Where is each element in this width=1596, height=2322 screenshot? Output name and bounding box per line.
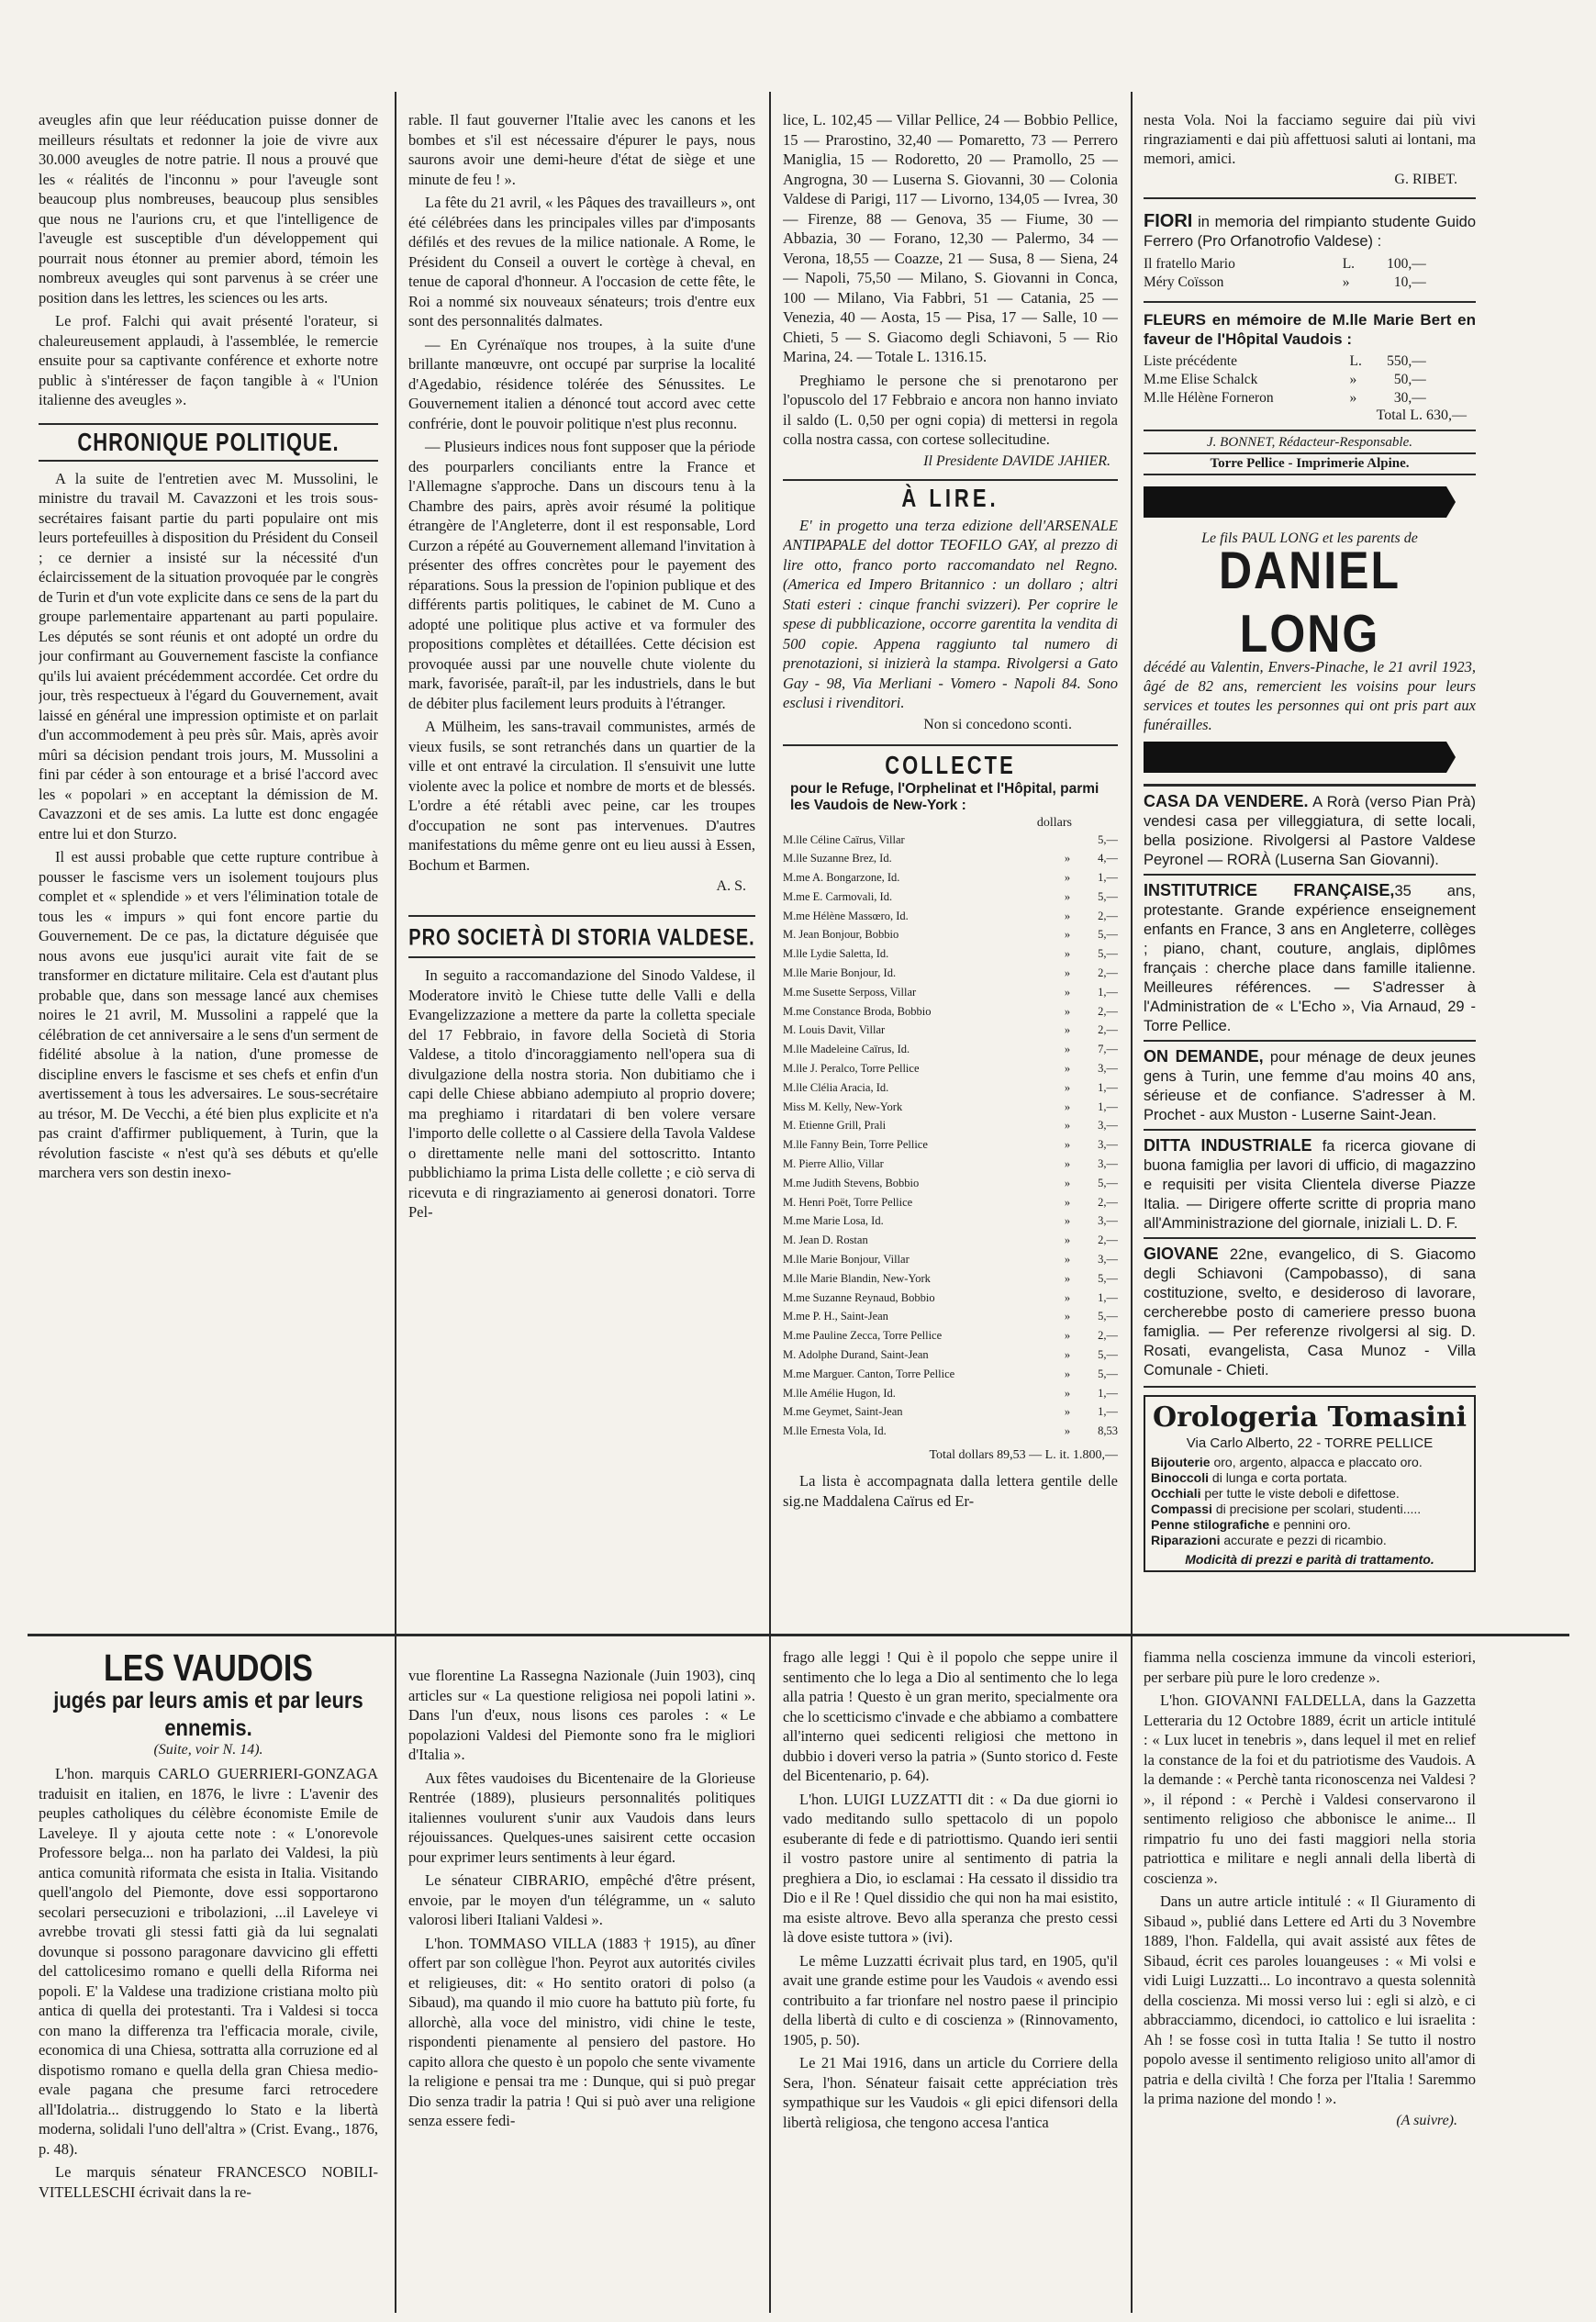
long-name: DANIEL LONG — [1218, 541, 1401, 664]
paragraph: L'hon. TOMMASO VILLA (1883 † 1915), au dîner offert par son collègue l'hon. Peyrot aux autorités civiles et religieuses, dit: « Ho sentito oratori di polso (a Sibaud), ma quando il mio cuore ha battuto più forte, fu allorchè, alla voce del ministro, vidi chine le teste, rispondenti pienamente al pensiero del pastore. Ho capito allora che questo è un popolo che sente vivamente la religione e pensai tra me : Dunque, qui si può pregar Dio senza tradir la patria ! Qui si può aver una religione senza essere fedi- — [408, 1934, 755, 2129]
donation-row — [783, 1059, 1118, 1078]
ditto-mark: L. — [1342, 256, 1356, 272]
amount: 7,— — [1098, 1043, 1118, 1056]
amount: 2,— — [1098, 966, 1118, 980]
donor-name: M. Jean D. Rostan — [783, 1234, 868, 1247]
donor-name: M.me A. Bongarzone, Id. — [783, 871, 900, 885]
amount: 1,— — [1098, 871, 1118, 885]
ditto-mark: » — [1064, 1290, 1071, 1304]
ditto-mark: » — [1064, 1100, 1071, 1113]
donor-name: M.me P. H., Saint-Jean — [783, 1310, 888, 1323]
collecte-subtitle: pour le Refuge, l'Orphelinat et l'Hôpital, parmi les Vaudois de New-York : — [790, 780, 1099, 813]
donation-row — [783, 1269, 1118, 1289]
paragraph: Aux fêtes vaudoises du Bicentenaire de la Glorieuse Rentrée (1889), plusieurs personnalités politiques italiennes voulurent s'unir aux Vaudois dans leurs réjouissances. Quelques-unes saisirent cette occasion pour exprimer leurs sentiments à leur égard. — [408, 1769, 755, 1866]
ditto-mark: » — [1064, 928, 1071, 942]
donor-name: M.lle Lydie Saletta, Id. — [783, 947, 889, 961]
ditto-mark: » — [1064, 985, 1071, 999]
paragraph: Il est aussi probable que cette rupture contribue à pousser le fascisme vers un isolement toujours plus complet et « splendide » et vers l'élimination totale de tous les « impurs » qui font encore partie du Gouvernement. De ce pas, la dictature déguisée que nous avons eue jusqu'ici aurait vite fait de se transformer en dictature militaire. Cela est d'autant plus probable que, dans son message lancé aux chemises noires le 21 avril, M. Mussolini a rappelé que la célébration de cet anniversaire a le sens d'un serment de fidélité absolue à la nation, d'une promesse de discipline envers le fascisme et ses chefs et enfin d'un avertissement à tous les adversaires. Le sous-secrétaire au trésor, M. De Vecchi, a été bien plus explicite et n'a pas craint d'affirmer publiquement, à Turin, que la révolution fasciste « n'est qu'à ses débuts et qu'elle marchera vers son destin inexo- — [39, 848, 378, 1181]
note: Non si concedono sconti. — [923, 716, 1072, 732]
ditto-mark: » — [1064, 1195, 1071, 1209]
amount: 5,— — [1098, 947, 1118, 961]
donor-name: Miss M. Kelly, New-York — [783, 1100, 903, 1113]
item-key: Binoccoli — [1151, 1470, 1210, 1485]
amount: 2,— — [1098, 1234, 1118, 1247]
donation-row — [1144, 255, 1426, 274]
divider — [1144, 1040, 1476, 1042]
ditto-mark: » — [1064, 1348, 1071, 1362]
paragraph: Preghiamo le persone che si prenotarono per l'opuscolo del 17 Febbraio e ancora non hanno inviato il saldo (L. 0,50 per ogni copia) di mettersi in regola colla nostra cassa, con cortese sollecitudine. — [783, 371, 1118, 448]
amount: 10,— — [1393, 274, 1426, 290]
casa-text: A Rorà (verso Pian Prà) vendesi casa per villeggiatura, di sette locali, bella posizione. Rivolgersi al Pastore Valdese Peyronel — RORÀ (Luserna San Giovanni). — [1144, 794, 1476, 868]
divider — [1144, 784, 1476, 787]
donor-name: M. Etienne Grill, Prali — [783, 1119, 887, 1133]
ditto-mark: » — [1064, 1023, 1071, 1037]
divider — [39, 423, 378, 425]
divider — [1144, 1237, 1476, 1239]
donation-row — [783, 1231, 1118, 1250]
paragraph: A Mülheim, les sans-travail communistes, armés de vieux fusils, se sont retranchés dans un quartier de la ville et ont entravé la circulation. Il s'ensuivit une lutte violente avec la police et nombre de morts et de blessés. L'ordre a été rétabli avec peine, car les troupes d'occupation ne sont pas intervenues. D'autres manifestations du même genre ont eu lieu aussi à Essen, Bochum et Barmen. — [408, 718, 755, 874]
amount: 5,— — [1098, 1176, 1118, 1189]
amount: 1,— — [1098, 1080, 1118, 1094]
paragraph: aveugles afin que leur rééducation puisse donner de meilleurs résultats et redonner la joie de vivre aux 30.000 aveugles de notre patrie. Il nous a prouvé que les « réalités de l'inconnu » pour l'aveugle sont beaucoup plus nombreuses, beaucoup plus sensibles que nous ne l'aurions cru, et que l'intelligence de l'aveugle est susceptible d'un développement qui pourrait nous étonner au premier abord, témoin les nombreux aveugles qui sont parvenus à se créer une position dans les lettres, les sciences ou les arts. — [39, 111, 378, 307]
donation-row — [1144, 274, 1426, 292]
ditto-mark: » — [1064, 1271, 1071, 1285]
amount: 5,— — [1098, 889, 1118, 903]
donation-row — [783, 1155, 1118, 1174]
donor-name: M.lle Marie Bonjour, Id. — [783, 966, 897, 980]
donor-name: M. Adolphe Durand, Saint-Jean — [783, 1348, 929, 1362]
casa-head: CASA DA VENDERE. — [1144, 792, 1309, 810]
donation-row — [783, 1211, 1118, 1231]
ditto-mark: L. — [1349, 353, 1362, 369]
item-key: Penne stilografiche — [1151, 1517, 1270, 1532]
paragraph: L'hon. marquis CARLO GUERRIERI-GONZAGA traduisit en italien, en 1876, le livre : L'avenir des peuples catholiques du célèbre économiste Emile de Laveleye. Il y ajouta cette note : « L'onorevole Professore belga... non ha parlato dei Valdesi, la più antica comunità riformata che esista in Italia. Visitando quell'angolo del Piemonte, dove essi sopportarono secolari persecuzioni e tribolazioni, ...il Laveleye vi avrebbe trovati gli stessi fatti già da lui segnalati dovunque si possono paragonare davvicino gli effetti del cattolicesimo romano e quelli della Riforma nei popoli. E' la Valdese una tradizione cristiana molto più antica di quella dei protestanti. Tra i Valdesi si tocca con mano la differenza tra l'efficacia morale, civile, economica di una Chiesa, sottratta alla corruzione ed al dispotismo romano e quella della gran Chiesa medio-evale pagana che presume farci retrocedere all'Idolatria... distruggendo lo Stato e la libertà moderna, solidali l'uno dell'altra » (Crist. Evang., 1876, p. 48). — [39, 1765, 378, 2158]
divider — [39, 460, 378, 462]
orologeria-ad — [1144, 1395, 1476, 1572]
orologeria-list — [1151, 1455, 1468, 1548]
paragraph: Le sénateur CIBRARIO, empêché d'être présent, envoie, par le moyen d'un télégramme, un « saluto valorosi liberi Italiani Valdesi ». — [408, 1871, 755, 1928]
amount: 550,— — [1387, 353, 1426, 369]
divider — [1144, 1129, 1476, 1131]
donation-row — [783, 1307, 1118, 1326]
amount: 2,— — [1098, 909, 1118, 922]
section-title-storia-valdese: PRO SOCIETÀ DI STORIA VALDESE. — [408, 925, 755, 951]
collecte-unit: dollars — [1036, 815, 1072, 830]
amount: 8,53 — [1098, 1424, 1118, 1438]
fiori-table — [1144, 255, 1426, 292]
amount: 50,— — [1393, 372, 1426, 387]
paragraph: Le même Luzzatti écrivait plus tard, en 1905, qu'il avait une grande estime pour les Vaudois « avendo essi contribuito a far trionfare nel nostro paese il principio della libertà di culto e di coscienza » (Rinnovamento, 1905, p. 50). — [783, 1951, 1118, 2048]
fiori-head: FIORI — [1144, 211, 1193, 231]
ditto-mark: » — [1064, 1043, 1071, 1056]
orologeria-item — [1151, 1533, 1468, 1548]
orologeria-item — [1151, 1470, 1468, 1486]
donation-row — [783, 1174, 1118, 1193]
amount: 5,— — [1098, 1348, 1118, 1362]
donation-row — [783, 907, 1118, 926]
signature: G. RIBET. — [1394, 172, 1457, 187]
amount: 100,— — [1387, 256, 1426, 272]
orologeria-footer: Modicità di prezzi e parità di trattamento. — [1185, 1552, 1434, 1567]
demande-ad — [1144, 1047, 1476, 1125]
donor-name: M.me Pauline Zecca, Torre Pellice — [783, 1329, 943, 1343]
column-4 — [1144, 110, 1476, 1629]
section-title-a-lire: À LIRE. — [901, 483, 999, 512]
paragraph: — En Cyrénaïque nos troupes, à la suite d'une brillante manœuvre, ont occupé par surprise la localité d'Agedabio, résidence tolérée des Sénussites. Le Gouvernement italien a dénoncé tout accord avec cette confrérie, dont le pouvoir politique n'est plus reconnu. — [408, 335, 755, 432]
amount: 2,— — [1098, 1004, 1118, 1018]
orologeria-item — [1151, 1486, 1468, 1501]
donation-row — [783, 925, 1118, 944]
amount: 5,— — [1098, 928, 1118, 942]
donor-name: M. Pierre Allio, Villar — [783, 1157, 884, 1171]
mourning-bar — [1144, 742, 1446, 773]
donor-name: M.me Marie Losa, Id. — [783, 1214, 884, 1228]
long-text: décédé au Valentin, Envers-Pinache, le 21 avril 1923, âgé de 82 ans, remercient les voisins pour leurs services et toutes les personnes qui ont pris part aux funérailles. — [1144, 658, 1476, 733]
paragraph: lice, L. 102,45 — Villar Pellice, 24 — Bobbio Pellice, 15 — Prarostino, 32,40 — Pomaretto, 73 — Perrero Maniglia, 15 — Rodoretto, 20 — Pramollo, 25 — Angrogna, 30 — Luserna S. Giovanni, 30 — Colonia Valdese di Parigi, 117 — Livorno, 134,05 — Ivrea, 30 — Firenze, 88 — Genova, 35 — Fiume, 30 — Abbazia, 30 — Forano, 12,30 — Palermo, 34 — Verona, 18,55 — Coazze, 21 — Susa, 8 — Siena, 24 — Napoli, 75,50 — Milano, S. Giovanni in Conca, 100 — Milano, Via Fabbri, 51 — Catania, 25 — Venezia, 40 — Aosta, 15 — Pisa, 17 — Salle, 10 — Chieti, 5 — S. Giacomo degli Schiavoni, 5 — Rio Marina, 24. — Totale L. 1316.15. — [783, 111, 1118, 365]
amount: 5,— — [1098, 1367, 1118, 1380]
paragraph: Le prof. Falchi qui avait présenté l'orateur, si chaleureusement applaudi, à l'assemblée, le remercie ensuite pour sa captivante conférence et exhorte notre public à s'intéresser de façon tangible à « l'Union italienne des aveugles ». — [39, 312, 378, 408]
donor-name: M.me Judith Stevens, Bobbio — [783, 1176, 920, 1189]
ditto-mark: » — [1064, 909, 1071, 922]
paragraph: Dans un autre article intitulé : « Il Giuramento di Sibaud », publié dans Lettere ed Arti du 3 Novembre 1889, l'hon. Faldella, qui avait assisté aux fêtes de Sibaud, écrit ces paroles louangeuses : « Mi volsi e vidi Luigi Luzzatti... Lo incontravo a questa solennità della coscienza. Mi mossi verso lui : egli si alzò, e ci abbracciammo, dicendoci, io cattolico e lui israelita : Ah ! se fosse così in tutta Italia ! Se tutto il nostro popolo avesse il sentimento religioso unito all'amor di patria e della civiltà ! Che forza per l'Italia ! Saremmo la prima nazione del mondo ! ». — [1144, 1892, 1476, 2107]
amount: 3,— — [1098, 1214, 1118, 1228]
orologeria-address: Via Carlo Alberto, 22 - TORRE PELLICE — [1186, 1435, 1434, 1451]
ditto-mark: » — [1349, 390, 1357, 406]
donation-row — [783, 1289, 1118, 1308]
donation-row — [783, 1078, 1118, 1098]
item-key: Riparazioni — [1151, 1533, 1221, 1547]
donation-row — [783, 887, 1118, 907]
long-intro: Le fils PAUL LONG et les parents de — [1201, 530, 1418, 546]
editor-line: J. BONNET, Rédacteur-Responsable. — [1207, 435, 1412, 450]
item-value: e pennini oro. — [1273, 1517, 1351, 1532]
paragraph: L'hon. LUIGI LUZZATTI dit : « Da due giorni io vado meditando sullo spettacolo di un popolo esuberante di fede e di patriottismo. Quando ieri sentii il vostro pastore unire al sentimento di patria la preghiera a Dio, io esclamai : Ha cessato il dissidio tra Dio e il Re ! Quel dissidio che qui non ha mai esistito, ma esiste altrove. Bevo alla speranza che presto cessi là dove esiste tuttora » (ivi). — [783, 1790, 1118, 1946]
donor-name: M.me Susette Serposs, Villar — [783, 985, 917, 999]
donor-name: M.me Constance Broda, Bobbio — [783, 1004, 932, 1018]
suite-note: (A suivre). — [1396, 2112, 1457, 2128]
donation-row — [783, 1002, 1118, 1021]
ditto-mark: » — [1342, 274, 1350, 290]
paragraph: Le marquis sénateur FRANCESCO NOBILI-VITELLESCHI écrivait dans la re- — [39, 2163, 378, 2201]
paragraph: Le 21 Mai 1916, dans un article du Corriere della Sera, l'hon. Sénateur faisait cette appréciation très sympathique sur les Vaudois « gli epici difensori della libertà religiosa, che tengono accesa l'antica — [783, 2054, 1118, 2131]
divider — [1144, 452, 1476, 454]
giov-head: GIOVANE — [1144, 1245, 1219, 1263]
donation-row — [783, 1422, 1118, 1441]
ditto-mark: » — [1064, 1214, 1071, 1228]
donation-row — [783, 849, 1118, 868]
donation-row — [783, 1135, 1118, 1155]
donor-name: M.me Elise Schalck — [1144, 372, 1258, 387]
donation-row — [783, 1040, 1118, 1059]
donation-row — [783, 983, 1118, 1002]
paragraph: — Plusieurs indices nous font supposer que la période des pourparlers conciliants entre la France et l'Allemagne s'approche. Dans un discours tenu à la Chambre des pairs, après avoir résumé la politique étrangère de l'Angleterre, dont il est responsable, Lord Curzon a répété au Gouvernement allemand l'invitation à présenter des offres concrètes pour le payement des réparations. Sous la pression de l'opinion publique et des différents partis politiques, le cabinet de M. Cuno a adopté une politique plus active et va formuler des propositions complètes et détaillées. Cette décision est provoquée aussi par une nouvelle chute violente du mark, favorisée, paraît-il, par les industriels, dans le but de débiter plus facilement leurs produits à l'étranger. — [408, 438, 755, 712]
signature: Il Presidente DAVIDE JAHIER. — [923, 452, 1111, 469]
paragraph: rable. Il faut gouverner l'Italie avec les canons et les bombes et s'il est nécessaire d'épurer le pays, nous saurons avoir une demi-heure d'état de siège et une minute de feu ! ». — [408, 111, 755, 188]
ditto-mark: » — [1064, 1234, 1071, 1247]
donor-name: M. Louis Davit, Villar — [783, 1023, 886, 1037]
divider — [408, 915, 755, 917]
donation-row — [783, 1384, 1118, 1403]
donor-name: Liste précédente — [1144, 353, 1237, 369]
paragraph: E' in progetto una terza edizione dell'ARSENALE ANTIPAPALE del dottor TEOFILO GAY, al prezzo di lire otto, franco porto raccomandato nel Regno. (America ed Impero Britannico : un dollaro ; altri Stati esteri : cinque franchi svizzeri). Per coprire le spese di pubblicazione, occorre garentita la vendita di 500 copie. Appena raggiunto tal numero di prenotazioni, si inizierà la stampa. Rivolgersi a Gato Gay - 98, Via Merliani - Vomero - Napoli 84. Sono esclusi i rivenditori. — [783, 516, 1118, 711]
donor-name: M.lle Ernesta Vola, Id. — [783, 1424, 887, 1438]
ditta-head: DITTA INDUSTRIALE — [1144, 1136, 1312, 1155]
donation-row — [783, 1326, 1118, 1345]
item-key: Compassi — [1151, 1501, 1212, 1516]
ditto-mark: » — [1064, 1424, 1071, 1438]
paragraph: fiamma nella coscienza immune da vincoli esteriori, per serbare più pure le loro credenze ». — [1144, 1648, 1476, 1686]
column-rule — [769, 92, 771, 2313]
ditto-mark: » — [1064, 1004, 1071, 1018]
column-rule — [1131, 92, 1133, 2313]
amount: 3,— — [1098, 1138, 1118, 1152]
section-title-collecte: COLLECTE — [885, 750, 1016, 779]
amount: 3,— — [1098, 1253, 1118, 1267]
amount: 1,— — [1098, 985, 1118, 999]
amount: 2,— — [1098, 1023, 1118, 1037]
section-title-chronique: CHRONIQUE POLITIQUE. — [77, 427, 340, 456]
donor-name: M.lle Fanny Bein, Torre Pellice — [783, 1138, 928, 1152]
giovane-ad — [1144, 1245, 1476, 1380]
paragraph: vue florentine La Rassegna Nazionale (Juin 1903), cinq articles sur « La questione religiosa nei popoli latini ». Dans l'un d'eux, nous lisons ces paroles : « Le popolazioni Valdesi del Piemonte sono fra le migliori d'Italia ». — [408, 1667, 755, 1763]
amount: 4,— — [1098, 852, 1118, 865]
divider — [1144, 1386, 1476, 1388]
donor-name: M.lle Suzanne Brez, Id. — [783, 852, 892, 865]
donation-row — [783, 1116, 1118, 1135]
column-4-bottom — [1144, 1647, 1476, 2308]
donation-row — [783, 1021, 1118, 1040]
amount: 2,— — [1098, 1195, 1118, 1209]
section-subtitle: jugés par leurs amis et par leurs ennemis. — [53, 1687, 363, 1741]
ditto-mark — [1054, 831, 1081, 850]
donor-name: M.me Hélène Massœro, Id. — [783, 909, 909, 922]
amount: 1,— — [1098, 1386, 1118, 1400]
donation-row — [783, 964, 1118, 983]
divider — [1144, 874, 1476, 876]
donor-name: M.me Geymet, Saint-Jean — [783, 1405, 903, 1419]
donation-row — [783, 868, 1118, 887]
amount: 3,— — [1098, 1062, 1118, 1076]
ditto-mark: » — [1064, 1080, 1071, 1094]
donation-row — [783, 1345, 1118, 1365]
inst-head: INSTITUTRICE FRANÇAISE, — [1144, 881, 1395, 899]
item-key: Occhiali — [1151, 1486, 1201, 1501]
item-value: di lunga e corta portata. — [1211, 1470, 1348, 1485]
paragraph: L'hon. GIOVANNI FALDELLA, dans la Gazzetta Letteraria du 12 Octobre 1889, écrit un article intitulé : « Lux lucet in tenebris », dans lequel il met en relief la constance de la foi et du patriotisme des Vaudois. A la demande : « Perchè tanta riconoscenza nei Valdesi ? », il répond : « Perchè i Valdesi conservarono il sentimento religioso che abbonisce le anime... Il rimpatrio fu uno dei fasti maggiori nella storia patriottica e militare e negli annali della libertà di coscienza ». — [1144, 1691, 1476, 1887]
divider — [1144, 197, 1476, 199]
casa-ad — [1144, 792, 1476, 870]
mourning-bar — [1144, 486, 1446, 518]
column-rule — [395, 92, 396, 2313]
ditto-mark: » — [1064, 1176, 1071, 1189]
column-2-bottom — [408, 1666, 755, 2308]
ditto-mark: » — [1064, 889, 1071, 903]
section-title-vaudois: LES VAUDOIS — [104, 1647, 313, 1690]
ditto-mark: » — [1064, 1119, 1071, 1133]
ditto-mark: » — [1064, 1062, 1071, 1076]
ditto-mark: » — [1064, 1405, 1071, 1419]
ditto-mark: » — [1064, 852, 1071, 865]
ditto-mark: » — [1064, 1367, 1071, 1380]
collecte-total: Total dollars 89,53 — L. it. 1.800,— — [929, 1448, 1118, 1462]
donation-row — [783, 1098, 1118, 1117]
column-1 — [39, 110, 378, 1629]
orologeria-title: Orologeria Tomasini — [1152, 1401, 1468, 1434]
ditta-ad — [1144, 1136, 1476, 1234]
ditto-mark: » — [1064, 1310, 1071, 1323]
ditta-text: fa ricerca giovane di buona famiglia per lavori di ufficio, di magazzino e requisiti per visita Clientela diverse Piazze Italia. — Dirigere offerte scritte di propria mano all'Amministrazione del giornale, iniziali L. D. F. — [1144, 1138, 1476, 1232]
ditto-mark: » — [1064, 1138, 1071, 1152]
fleurs-head: FLEURS en mémoire de M.lle Marie Bert en faveur de l'Hôpital Vaudois : — [1144, 311, 1476, 348]
donor-name: M.lle Marie Blandin, New-York — [783, 1271, 931, 1285]
item-value: per tutte le viste deboli e difettose. — [1204, 1486, 1400, 1501]
ditto-mark: » — [1064, 1157, 1071, 1171]
orologeria-item — [1151, 1455, 1468, 1470]
paragraph: La lista è accompagnata dalla lettera gentile delle sig.ne Maddalena Caïrus ed Er- — [783, 1472, 1118, 1510]
donation-row — [783, 1193, 1118, 1212]
column-2 — [408, 110, 755, 1629]
amount: 1,— — [1098, 1100, 1118, 1113]
divider — [1144, 301, 1476, 303]
amount: 30,— — [1393, 390, 1426, 406]
donor-name: M.me Suzanne Reynaud, Bobbio — [783, 1290, 935, 1304]
donor-name: M.lle Madeleine Caïrus, Id. — [783, 1043, 910, 1056]
donor-name: M. Henri Poët, Torre Pellice — [783, 1195, 913, 1209]
amount: 3,— — [1098, 1119, 1118, 1133]
donor-name: M.lle Amélie Hugon, Id. — [783, 1386, 896, 1400]
divider — [783, 479, 1118, 481]
donor-name: M.me Marguer. Canton, Torre Pellice — [783, 1367, 955, 1380]
signature: A. S. — [716, 878, 746, 894]
ditto-mark: » — [1064, 871, 1071, 885]
donation-row — [783, 1365, 1118, 1384]
paragraph: In seguito a raccomandazione del Sinodo Valdese, il Moderatore invitò le Chiese tutte delle Valli e della Evangelizzazione a mettere da parte la colletta speciale del 17 Febbraio, in favore della Società di Storia Valdese, a titolo d'incoraggiamento nell'opera sua di divulgazione della nostra storia. Non dubitiamo che i capi delle Chiese abbiano adempiuto al proprio dovere; ma preghiamo i ritardatari di ben volere versare l'importo delle collette o al Cassiere della Tavola Valdese o direttamente nelle mani del sottoscritto. Intanto pubblichiamo la prima Lista delle collette ; e ciò serva di ricevuta e di ringraziamento ai generosi donatori. Torre Pel- — [408, 966, 755, 1221]
printer-line: Torre Pellice - Imprimerie Alpine. — [1210, 456, 1410, 471]
item-value: accurate e pezzi di ricambio. — [1223, 1533, 1387, 1547]
donation-row — [783, 1250, 1118, 1269]
amount: 1,— — [1098, 1405, 1118, 1419]
divider — [1144, 430, 1476, 431]
ditto-mark: » — [1064, 1329, 1071, 1343]
section-rule — [28, 1634, 1569, 1636]
donation-row — [783, 944, 1118, 964]
orologeria-item — [1151, 1517, 1468, 1533]
amount: 3,— — [1098, 1157, 1118, 1171]
amount: 5,— — [1098, 1310, 1118, 1323]
item-value: oro, argento, alpacca e placcato oro. — [1213, 1455, 1423, 1469]
donor-name: M.lle Marie Bonjour, Villar — [783, 1253, 910, 1267]
column-1-bottom — [39, 1647, 378, 2308]
ditto-mark: » — [1064, 1253, 1071, 1267]
donor-name: M.lle Clélia Aracia, Id. — [783, 1080, 889, 1094]
dem-text: pour ménage de deux jeunes gens à Turin, une femme d'au moins 40 ans, sérieuse et de confiance. S'adresser à M. Prochet - aux Muston - Luserne Saint-Jean. — [1144, 1049, 1476, 1123]
donation-row — [1144, 389, 1426, 407]
ditto-mark: » — [1349, 372, 1357, 387]
paragraph: nesta Vola. Noi la facciamo seguire dai più vivi ringraziamenti e dai più affettuosi saluti ai lontani, ma memori, amici. — [1144, 111, 1476, 167]
institutrice-ad — [1144, 881, 1476, 1036]
paragraph: frago alle leggi ! Qui è il popolo che seppe unire il sentimento che lo lega a Dio al sentimento che lo lega alla patria ! Questo è un gran merito, specialmente ora che lo scetticismo c'invade e che abbiamo a combattere all'interno quei sedicenti religiosi che mettono in dubbio i doveri verso la patria » (Sunto storico d. Feste del Bicentenario, p. 64). — [783, 1648, 1118, 1784]
paragraph: La fête du 21 avril, « les Pâques des travailleurs », ont été célébrées dans les principales villes par d'imposants défilés et des revues de la milice nationale. A Rome, le Président du Conseil a ouvert le cortège à cheval, en tenue de caporal d'honneur. A l'occasion de cette fête, le Roi a nommé six nouveaux sénateurs; trois d'entre eux sont des personnalités dalmates. — [408, 194, 755, 329]
donation-row — [783, 1402, 1118, 1422]
paragraph: A la suite de l'entretien avec M. Mussolini, le ministre du travail M. Cavazzoni et les trois sous-secrétaires faisant partie du parti populaire ont mis leurs portefeuilles à disposition du Président du Conseil ; ce dernier a insisté sur la nécessité d'un éclaircissement de la situation provoquée par le congrès de Turin et d'un vote explicite dans ce sens de la part du groupe parlementaire appartenant au parti populaire. Les députés se sont réunis et ont adopté un ordre du jour confirmant au Gouvernement fasciste la confiance qu'ils lui avaient précédemment accordée. Cet ordre du jour, très respectueux à l'égard du Gouvernement, avait laissé en général une impression optimiste et on parlait d'un accommodement à peu près sûr. Mais, après avoir mûri sa décision pendant trois jours, M. Mussolini a fini par céder à son entourage et a brisé l'accord avec les « popolari » en acceptant la démission de M. Cavazzoni et de ses amis. La lutte est donc engagée entre lui et don Sturzo. — [39, 469, 378, 843]
orologeria-item — [1151, 1501, 1468, 1517]
donation-row — [1144, 352, 1426, 371]
collecte-table — [783, 831, 1118, 1442]
inst-text: 35 ans, protestante. Grande expérience enseignement enfants en France, 3 ans en Angleterre, collèges ; piano, chant, couture, anglais, diplômes français : cherche place dans famille italienne. Meilleures références. — S'adresser à l'Administration de « L'Echo », Via Arnaud, 29 - Torre Pellice. — [1144, 883, 1476, 1034]
amount: 1,— — [1098, 1290, 1118, 1304]
donation-row — [1144, 371, 1426, 389]
column-3-bottom — [783, 1647, 1118, 2308]
donation-row — [783, 831, 1118, 850]
item-key: Bijouterie — [1151, 1455, 1211, 1469]
ditto-mark: » — [1064, 947, 1071, 961]
suite-note: (Suite, voir N. 14). — [153, 1742, 263, 1758]
donor-name: M.lle Hélène Forneron — [1144, 390, 1274, 406]
divider — [408, 956, 755, 958]
donor-name: Méry Coïsson — [1144, 274, 1224, 290]
donor-name: Il fratello Mario — [1144, 256, 1235, 272]
donor-name: M.lle J. Peralco, Torre Pellice — [783, 1062, 920, 1076]
ditto-mark: » — [1064, 1386, 1071, 1400]
item-value: di precisione per scolari, studenti..... — [1215, 1501, 1422, 1516]
divider — [1144, 474, 1476, 475]
donor-name: M.lle Céline Caïrus, Villar — [783, 832, 905, 846]
amount: 5,— — [1098, 1271, 1118, 1285]
amount: 2,— — [1098, 1329, 1118, 1343]
divider — [783, 744, 1118, 746]
fiori-notice — [1144, 212, 1476, 251]
ditto-mark: » — [1064, 966, 1071, 980]
dem-head: ON DEMANDE, — [1144, 1047, 1264, 1066]
fleurs-total: Total L. 630,— — [1376, 407, 1467, 423]
donor-name: M.me E. Carmovali, Id. — [783, 889, 893, 903]
column-3 — [783, 110, 1118, 1629]
giov-text: 22ne, evangelico, di S. Giacomo degli Schiavoni (Campobasso), di sana costituzione, svelto, e desideroso di lavorare, cercherebbe posto di cameriere presso buona famiglia. — Per referenze rivolgersi al sig. D. Rosati, evangelista, Casa Munoz - Villa Comunale - Chieti. — [1144, 1246, 1476, 1379]
donor-name: M. Jean Bonjour, Bobbio — [783, 928, 899, 942]
amount: 5,— — [1098, 832, 1118, 846]
fleurs-table — [1144, 352, 1426, 407]
fiori-text: in memoria del rimpianto studente Guido Ferrero (Pro Orfanotrofio Valdese) : — [1144, 214, 1476, 250]
